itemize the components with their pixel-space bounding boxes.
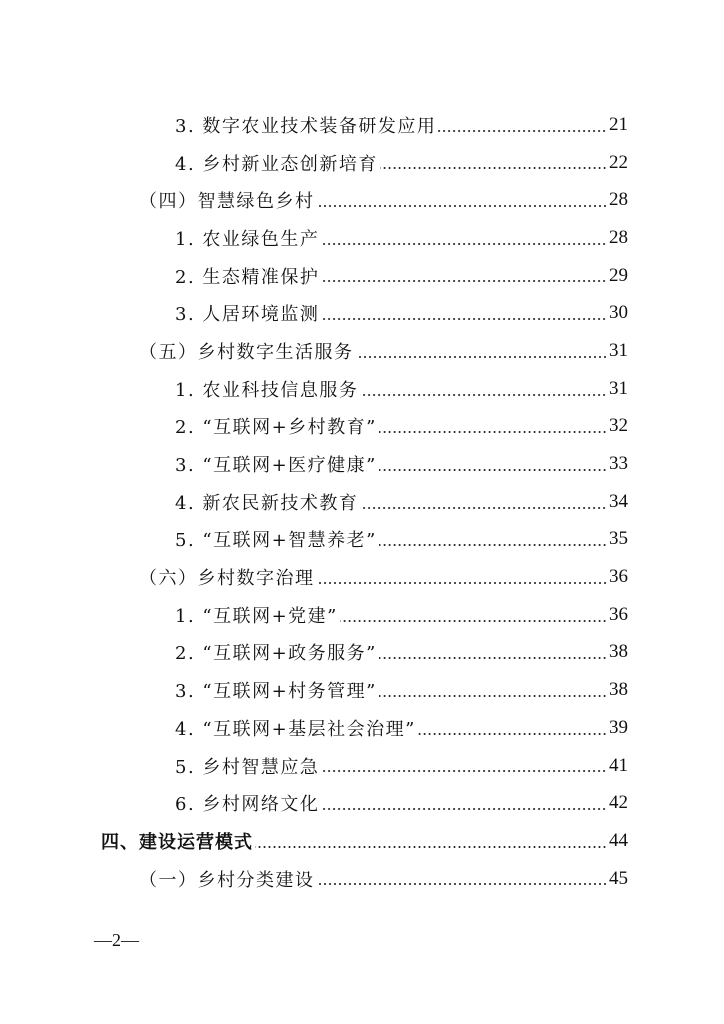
- toc-entry-page-number: 38: [609, 641, 628, 663]
- toc-entry-title: 3. “互联网+医疗健康”: [175, 455, 377, 477]
- toc-entry-page-number: 39: [609, 716, 628, 738]
- toc-entry-page-number: 41: [609, 754, 628, 776]
- toc-dot-leader: [380, 166, 607, 170]
- toc-entry[interactable]: [0, 784, 724, 822]
- toc-entry-title: 四、建设运营模式: [101, 831, 253, 853]
- toc-entry-page-number: 30: [609, 302, 628, 324]
- table-of-contents: [0, 106, 724, 897]
- toc-entry-page-number: 28: [609, 189, 628, 211]
- toc-entry[interactable]: [0, 445, 724, 483]
- toc-entry-title: 5. “互联网+智慧养老”: [175, 530, 377, 552]
- toc-entry-page-number: 38: [609, 679, 628, 701]
- toc-entry-page-number: 45: [609, 867, 628, 889]
- toc-entry[interactable]: [0, 257, 724, 295]
- toc-dot-leader: [321, 242, 607, 246]
- toc-entry[interactable]: [0, 219, 724, 257]
- toc-entry-page-number: 21: [609, 113, 628, 135]
- toc-dot-leader: [317, 204, 608, 208]
- toc-dot-leader: [317, 581, 608, 585]
- toc-entry[interactable]: [0, 106, 724, 144]
- toc-entry[interactable]: [0, 558, 724, 596]
- toc-entry[interactable]: [0, 671, 724, 709]
- toc-entry-page-number: 29: [609, 264, 628, 286]
- toc-entry-title: 3. 数字农业技术装备研发应用: [175, 115, 437, 137]
- toc-dot-leader: [379, 694, 607, 698]
- toc-entry[interactable]: [0, 634, 724, 672]
- toc-entry[interactable]: [0, 408, 724, 446]
- toc-entry-page-number: 31: [609, 377, 628, 399]
- toc-dot-leader: [317, 882, 608, 886]
- toc-entry-page-number: 28: [609, 226, 628, 248]
- toc-dot-leader: [255, 845, 607, 849]
- toc-entry-title: 1. 农业绿色生产: [175, 228, 320, 250]
- toc-entry-page-number: 34: [609, 490, 628, 512]
- toc-entry-title: （四）智慧绿色乡村: [139, 191, 315, 213]
- toc-dot-leader: [340, 619, 607, 623]
- toc-dot-leader: [321, 279, 607, 283]
- toc-entry-title: 2. “互联网+乡村教育”: [175, 417, 377, 439]
- toc-entry-page-number: 42: [609, 792, 628, 814]
- toc-dot-leader: [379, 430, 607, 434]
- toc-entry-title: 4. 乡村新业态创新培育: [175, 153, 378, 175]
- toc-dot-leader: [379, 468, 607, 472]
- toc-dot-leader: [321, 807, 607, 811]
- toc-dot-leader: [321, 769, 607, 773]
- toc-entry[interactable]: [0, 822, 724, 860]
- toc-entry-page-number: 32: [609, 415, 628, 437]
- page-number-footer: —2—: [94, 930, 139, 950]
- toc-entry[interactable]: [0, 332, 724, 370]
- toc-entry[interactable]: [0, 294, 724, 332]
- toc-entry[interactable]: [0, 596, 724, 634]
- toc-dot-leader: [360, 393, 607, 397]
- toc-entry[interactable]: [0, 483, 724, 521]
- toc-entry-page-number: 44: [609, 829, 628, 851]
- toc-entry-title: 4. 新农民新技术教育: [175, 492, 359, 514]
- toc-entry[interactable]: [0, 709, 724, 747]
- toc-entry-title: 1. “互联网+党建”: [175, 605, 338, 627]
- toc-entry[interactable]: [0, 747, 724, 785]
- toc-entry-title: （五）乡村数字生活服务: [139, 341, 354, 363]
- toc-dot-leader: [418, 732, 607, 736]
- toc-entry-page-number: 33: [609, 453, 628, 475]
- toc-entry-page-number: 31: [609, 339, 628, 361]
- toc-entry-page-number: 36: [609, 603, 628, 625]
- toc-entry-title: 5. 乡村智慧应急: [175, 756, 320, 778]
- toc-entry-title: 2. 生态精准保护: [175, 266, 320, 288]
- toc-dot-leader: [321, 317, 607, 321]
- toc-entry-title: （一）乡村分类建设: [139, 869, 315, 891]
- toc-dot-leader: [379, 543, 607, 547]
- toc-entry[interactable]: [0, 370, 724, 408]
- toc-entry-title: 6. 乡村网络文化: [175, 794, 320, 816]
- toc-entry-title: （六）乡村数字治理: [139, 568, 315, 590]
- toc-entry-page-number: 36: [609, 566, 628, 588]
- toc-entry-title: 3. “互联网+村务管理”: [175, 681, 377, 703]
- toc-entry[interactable]: [0, 860, 724, 898]
- toc-entry-title: 3. 人居环境监测: [175, 304, 320, 326]
- toc-entry-page-number: 35: [609, 528, 628, 550]
- toc-dot-leader: [379, 656, 607, 660]
- toc-entry-title: 4. “互联网+基层社会治理”: [175, 718, 416, 740]
- toc-dot-leader: [438, 129, 607, 133]
- toc-entry[interactable]: [0, 144, 724, 182]
- toc-entry[interactable]: [0, 521, 724, 559]
- toc-entry-title: 1. 农业科技信息服务: [175, 379, 359, 401]
- toc-entry-title: 2. “互联网+政务服务”: [175, 643, 377, 665]
- toc-dot-leader: [356, 355, 608, 359]
- toc-entry[interactable]: [0, 181, 724, 219]
- toc-dot-leader: [360, 506, 607, 510]
- toc-entry-page-number: 22: [609, 151, 628, 173]
